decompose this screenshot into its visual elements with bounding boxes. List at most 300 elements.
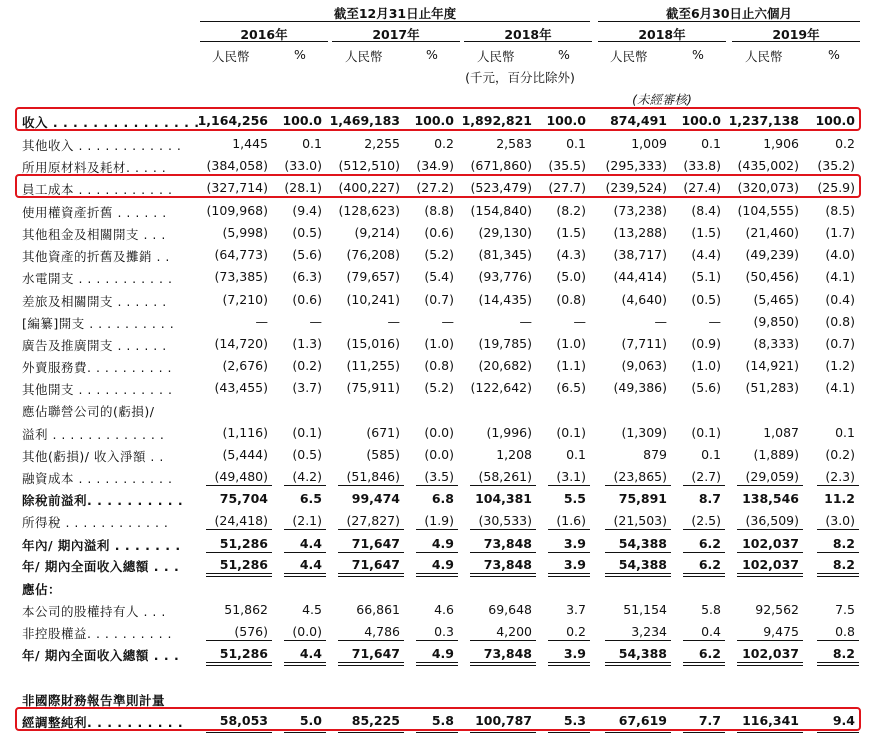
table-row bbox=[0, 644, 891, 664]
amount-cell: (8,333) bbox=[753, 336, 799, 351]
percent-cell: 6.2 bbox=[698, 557, 721, 572]
column-underline bbox=[284, 573, 326, 574]
column-underline bbox=[416, 662, 458, 663]
column-underline bbox=[605, 529, 671, 530]
amount-cell: (38,717) bbox=[613, 247, 667, 262]
amount-cell: (10,241) bbox=[346, 292, 400, 307]
amount-cell: 1,469,183 bbox=[329, 113, 400, 128]
amount-cell: (14,435) bbox=[478, 292, 532, 307]
column-underline bbox=[284, 529, 326, 530]
percent-cell: — bbox=[441, 314, 454, 329]
column-underline bbox=[338, 576, 404, 577]
column-underline bbox=[416, 529, 458, 530]
amount-cell: 51,862 bbox=[224, 602, 268, 617]
column-underline bbox=[817, 573, 859, 574]
percent-cell: (1.6) bbox=[556, 513, 586, 528]
row-label: 其他資產的折舊及攤銷 . . bbox=[22, 249, 170, 264]
percent-cell: 0.1 bbox=[701, 447, 721, 462]
column-underline bbox=[605, 665, 671, 666]
column-underline bbox=[338, 662, 404, 663]
percent-cell: (0.5) bbox=[292, 225, 322, 240]
percent-cell: 100.0 bbox=[681, 113, 721, 128]
amount-cell: (7,210) bbox=[222, 292, 268, 307]
column-underline bbox=[737, 552, 803, 553]
amount-cell: 2,583 bbox=[496, 136, 532, 151]
percent-cell: 4.4 bbox=[299, 646, 322, 661]
unit-note: (千元，百分比除外) bbox=[465, 70, 575, 85]
amount-cell: 73,848 bbox=[483, 646, 532, 661]
amount-cell: — bbox=[387, 314, 400, 329]
amount-cell: (109,968) bbox=[206, 203, 268, 218]
percent-cell: (4.4) bbox=[691, 247, 721, 262]
table-row bbox=[0, 445, 891, 465]
percent-cell: (5.6) bbox=[292, 247, 322, 262]
amount-cell: (2,676) bbox=[222, 358, 268, 373]
percent-cell: (4.2) bbox=[292, 469, 322, 484]
percent-cell: (0.2) bbox=[292, 358, 322, 373]
row-label: 除稅前溢利. . . . . . . . . . bbox=[22, 493, 184, 508]
percent-cell: 4.9 bbox=[431, 646, 454, 661]
amount-cell: 100,787 bbox=[475, 713, 532, 728]
amount-cell: (5,444) bbox=[222, 447, 268, 462]
percent-cell: 3.9 bbox=[563, 536, 586, 551]
amount-cell: (93,776) bbox=[478, 269, 532, 284]
pct-header: % bbox=[828, 47, 840, 62]
table-row bbox=[0, 555, 891, 575]
amount-cell: (14,921) bbox=[745, 358, 799, 373]
amount-cell: 1,892,821 bbox=[461, 113, 532, 128]
percent-cell: (27.4) bbox=[683, 180, 721, 195]
amount-cell: 99,474 bbox=[351, 491, 400, 506]
row-label: 年/ 期內全面收入總額 . . . bbox=[22, 559, 180, 574]
percent-cell: (1.2) bbox=[825, 358, 855, 373]
column-underline bbox=[206, 529, 272, 530]
amount-cell: 51,154 bbox=[623, 602, 667, 617]
column-underline bbox=[284, 640, 326, 641]
row-label: 差旅及相關開支 . . . . . . bbox=[22, 294, 167, 309]
amount-cell: (671,860) bbox=[470, 158, 532, 173]
percent-cell: 0.3 bbox=[434, 624, 454, 639]
percent-cell: (3.0) bbox=[825, 513, 855, 528]
column-underline bbox=[206, 576, 272, 577]
amount-cell: 1,237,138 bbox=[728, 113, 799, 128]
column-underline bbox=[470, 576, 536, 577]
percent-cell: (0.2) bbox=[825, 447, 855, 462]
percent-cell: 0.2 bbox=[434, 136, 454, 151]
amount-cell: 102,037 bbox=[742, 557, 799, 572]
amount-cell: 1,445 bbox=[232, 136, 268, 151]
percent-cell: 100.0 bbox=[282, 113, 322, 128]
percent-cell: 8.2 bbox=[832, 646, 855, 661]
table-row bbox=[0, 223, 891, 243]
pct-header: % bbox=[294, 47, 306, 62]
amount-cell: 75,704 bbox=[219, 491, 268, 506]
amount-cell: 66,861 bbox=[356, 602, 400, 617]
amount-cell: (384,058) bbox=[206, 158, 268, 173]
percent-cell: 0.1 bbox=[701, 136, 721, 151]
percent-cell: (34.9) bbox=[416, 158, 454, 173]
column-underline bbox=[683, 573, 725, 574]
amount-cell: 1,087 bbox=[763, 425, 799, 440]
table-row bbox=[0, 290, 891, 310]
amount-cell: (15,016) bbox=[346, 336, 400, 351]
amount-cell: (122,642) bbox=[470, 380, 532, 395]
amount-cell: (29,130) bbox=[478, 225, 532, 240]
amount-cell: (154,840) bbox=[470, 203, 532, 218]
table-row bbox=[0, 578, 891, 598]
percent-cell: 0.4 bbox=[701, 624, 721, 639]
percent-cell: 0.1 bbox=[835, 425, 855, 440]
year-2018-header: 2018年 bbox=[504, 27, 552, 42]
row-label: 其他收入 . . . . . . . . . . . . bbox=[22, 138, 182, 153]
table-row bbox=[0, 134, 891, 154]
column-underline bbox=[548, 576, 590, 577]
percent-cell: (3.7) bbox=[292, 380, 322, 395]
column-underline bbox=[470, 665, 536, 666]
amount-cell: (13,288) bbox=[613, 225, 667, 240]
row-label: 經調整純利. . . . . . . . . . bbox=[22, 715, 184, 730]
row-label: 外賣服務費. . . . . . . . . . bbox=[22, 360, 172, 375]
column-underline bbox=[338, 640, 404, 641]
column-underline bbox=[605, 576, 671, 577]
table-row bbox=[0, 622, 891, 642]
amount-cell: 1,208 bbox=[496, 447, 532, 462]
percent-cell: (1.5) bbox=[691, 225, 721, 240]
amount-cell: (11,255) bbox=[346, 358, 400, 373]
amount-cell: (49,386) bbox=[613, 380, 667, 395]
amount-cell: (44,414) bbox=[613, 269, 667, 284]
table-row bbox=[0, 467, 891, 487]
column-underline bbox=[206, 665, 272, 666]
column-underline bbox=[683, 552, 725, 553]
percent-cell: 4.9 bbox=[431, 536, 454, 551]
amount-cell: (671) bbox=[366, 425, 400, 440]
column-underline bbox=[206, 552, 272, 553]
column-underline bbox=[470, 640, 536, 641]
percent-cell: 6.5 bbox=[299, 491, 322, 506]
percent-cell: 4.4 bbox=[299, 557, 322, 572]
row-label: 其他開支 . . . . . . . . . . . bbox=[22, 382, 173, 397]
amount-cell: 874,491 bbox=[610, 113, 667, 128]
amount-cell: (50,456) bbox=[745, 269, 799, 284]
percent-cell: (35.2) bbox=[817, 158, 855, 173]
row-label: 其他租金及相關開支 . . . bbox=[22, 227, 166, 242]
percent-cell: (1.3) bbox=[292, 336, 322, 351]
amount-cell: (49,480) bbox=[214, 469, 268, 484]
percent-cell: (0.9) bbox=[691, 336, 721, 351]
percent-cell: 0.8 bbox=[835, 624, 855, 639]
percent-cell: 5.0 bbox=[299, 713, 322, 728]
amount-cell: (320,073) bbox=[737, 180, 799, 195]
row-label: 年/ 期內全面收入總額 . . . bbox=[22, 648, 180, 663]
table-row bbox=[0, 312, 891, 332]
amount-cell: — bbox=[255, 314, 268, 329]
percent-cell: (3.1) bbox=[556, 469, 586, 484]
percent-cell: 3.7 bbox=[566, 602, 586, 617]
column-underline bbox=[416, 576, 458, 577]
column-underline bbox=[284, 662, 326, 663]
column-underline bbox=[548, 573, 590, 574]
column-underline bbox=[470, 732, 536, 733]
percent-cell: (8.5) bbox=[825, 203, 855, 218]
table-row bbox=[0, 511, 891, 531]
amount-cell: (23,865) bbox=[613, 469, 667, 484]
row-label: 應佔聯營公司的(虧損)/ bbox=[22, 404, 155, 419]
column-underline bbox=[284, 732, 326, 733]
percent-cell: (28.1) bbox=[284, 180, 322, 195]
table-row bbox=[0, 201, 891, 221]
amount-cell: (81,345) bbox=[478, 247, 532, 262]
percent-cell: (2.3) bbox=[825, 469, 855, 484]
percent-cell: 5.3 bbox=[563, 713, 586, 728]
column-underline bbox=[548, 529, 590, 530]
amount-cell: (64,773) bbox=[214, 247, 268, 262]
amount-cell: (30,533) bbox=[478, 513, 532, 528]
percent-cell: 9.4 bbox=[832, 713, 855, 728]
amount-cell: (435,002) bbox=[737, 158, 799, 173]
column-underline bbox=[683, 665, 725, 666]
column-underline bbox=[817, 732, 859, 733]
amount-cell: 1,164,256 bbox=[197, 113, 268, 128]
amount-cell: — bbox=[654, 314, 667, 329]
percent-cell: (0.8) bbox=[825, 314, 855, 329]
amount-cell: (51,283) bbox=[745, 380, 799, 395]
amount-cell: 54,388 bbox=[618, 557, 667, 572]
column-underline bbox=[737, 665, 803, 666]
amount-cell: 71,647 bbox=[351, 646, 400, 661]
table-row bbox=[0, 400, 891, 420]
column-underline bbox=[817, 576, 859, 577]
percent-cell: 100.0 bbox=[546, 113, 586, 128]
amount-cell: (7,711) bbox=[621, 336, 667, 351]
percent-cell: (0.8) bbox=[424, 358, 454, 373]
column-underline bbox=[206, 732, 272, 733]
column-underline bbox=[338, 573, 404, 574]
amount-cell: (51,846) bbox=[346, 469, 400, 484]
percent-cell: 4.6 bbox=[434, 602, 454, 617]
percent-cell: (0.7) bbox=[424, 292, 454, 307]
percent-cell: (1.7) bbox=[825, 225, 855, 240]
amount-cell: (400,227) bbox=[338, 180, 400, 195]
rmb-header: 人民幣 bbox=[610, 49, 648, 64]
percent-cell: (33.0) bbox=[284, 158, 322, 173]
column-underline bbox=[605, 732, 671, 733]
percent-cell: 8.2 bbox=[832, 536, 855, 551]
row-label: [編纂]開支 . . . . . . . . . . bbox=[22, 316, 175, 331]
table-row bbox=[0, 356, 891, 376]
percent-cell: 0.2 bbox=[566, 624, 586, 639]
column-underline bbox=[284, 485, 326, 486]
percent-cell: 4.9 bbox=[431, 557, 454, 572]
percent-cell: (0.0) bbox=[424, 447, 454, 462]
percent-cell: (5.1) bbox=[691, 269, 721, 284]
half-year-group-header: 截至6月30日止六個月 bbox=[665, 6, 793, 21]
column-underline bbox=[605, 485, 671, 486]
column-underline bbox=[416, 665, 458, 666]
percent-cell: 0.1 bbox=[566, 447, 586, 462]
percent-cell: (8.8) bbox=[424, 203, 454, 218]
amount-cell: (9,214) bbox=[354, 225, 400, 240]
column-underline bbox=[548, 665, 590, 666]
amount-cell: 51,286 bbox=[219, 557, 268, 572]
column-underline bbox=[338, 665, 404, 666]
percent-cell: (4.0) bbox=[825, 247, 855, 262]
table-row bbox=[0, 689, 891, 709]
column-underline bbox=[206, 640, 272, 641]
amount-cell: (9,063) bbox=[621, 358, 667, 373]
column-underline bbox=[548, 485, 590, 486]
percent-cell: (27.7) bbox=[548, 180, 586, 195]
row-label: 其他(虧損)/ 收入淨額 . . bbox=[22, 449, 164, 464]
amount-cell: (20,682) bbox=[478, 358, 532, 373]
amount-cell: 3,234 bbox=[631, 624, 667, 639]
percent-cell: (27.2) bbox=[416, 180, 454, 195]
amount-cell: 85,225 bbox=[351, 713, 400, 728]
percent-cell: (8.2) bbox=[556, 203, 586, 218]
column-underline bbox=[737, 640, 803, 641]
amount-cell: 54,388 bbox=[618, 536, 667, 551]
column-underline bbox=[548, 732, 590, 733]
amount-cell: 51,286 bbox=[219, 646, 268, 661]
amount-cell: 102,037 bbox=[742, 646, 799, 661]
amount-cell: 1,906 bbox=[763, 136, 799, 151]
column-underline bbox=[338, 732, 404, 733]
amount-cell: 54,388 bbox=[618, 646, 667, 661]
column-underline bbox=[338, 485, 404, 486]
percent-cell: 6.2 bbox=[698, 536, 721, 551]
year-2016-header: 2016年 bbox=[240, 27, 288, 42]
percent-cell: 7.5 bbox=[835, 602, 855, 617]
percent-cell: — bbox=[708, 314, 721, 329]
amount-cell: 75,891 bbox=[618, 491, 667, 506]
row-label: 員工成本 . . . . . . . . . . . bbox=[22, 182, 173, 197]
year-end-group-header: 截至12月31日止年度 bbox=[333, 6, 457, 21]
amount-cell: (1,996) bbox=[486, 425, 532, 440]
column-underline bbox=[683, 576, 725, 577]
column-underline bbox=[338, 529, 404, 530]
column-underline bbox=[206, 662, 272, 663]
amount-cell: (14,720) bbox=[214, 336, 268, 351]
amount-cell: 9,475 bbox=[763, 624, 799, 639]
amount-cell: (512,510) bbox=[338, 158, 400, 173]
percent-cell: 5.8 bbox=[431, 713, 454, 728]
percent-cell: 11.2 bbox=[824, 491, 855, 506]
amount-cell: (1,116) bbox=[222, 425, 268, 440]
amount-cell: (73,238) bbox=[613, 203, 667, 218]
amount-cell: 73,848 bbox=[483, 536, 532, 551]
column-underline bbox=[605, 552, 671, 553]
column-underline bbox=[817, 485, 859, 486]
row-label: 所用原材料及耗材. . . . . bbox=[22, 160, 167, 175]
percent-cell: (0.0) bbox=[424, 425, 454, 440]
percent-cell: 0.1 bbox=[566, 136, 586, 151]
column-underline bbox=[605, 662, 671, 663]
percent-cell: 7.7 bbox=[698, 713, 721, 728]
column-underline bbox=[737, 529, 803, 530]
percent-cell: 3.9 bbox=[563, 557, 586, 572]
amount-cell: (295,333) bbox=[605, 158, 667, 173]
percent-cell: (0.1) bbox=[556, 425, 586, 440]
column-underline bbox=[737, 573, 803, 574]
amount-cell: 71,647 bbox=[351, 536, 400, 551]
percent-cell: (5.2) bbox=[424, 247, 454, 262]
amount-cell: (5,465) bbox=[753, 292, 799, 307]
amount-cell: (104,555) bbox=[737, 203, 799, 218]
rmb-header: 人民幣 bbox=[745, 49, 783, 64]
amount-cell: (29,059) bbox=[745, 469, 799, 484]
column-underline bbox=[737, 576, 803, 577]
percent-cell: (5.2) bbox=[424, 380, 454, 395]
percent-cell: (35.5) bbox=[548, 158, 586, 173]
percent-cell: 5.8 bbox=[701, 602, 721, 617]
year-2017-header: 2017年 bbox=[372, 27, 420, 42]
column-underline bbox=[817, 665, 859, 666]
percent-cell: (0.1) bbox=[292, 425, 322, 440]
amount-cell: (27,827) bbox=[346, 513, 400, 528]
amount-cell: (49,239) bbox=[745, 247, 799, 262]
percent-cell: (1.1) bbox=[556, 358, 586, 373]
rmb-header: 人民幣 bbox=[345, 49, 383, 64]
table-row bbox=[0, 534, 891, 554]
percent-cell: (2.5) bbox=[691, 513, 721, 528]
table-row bbox=[0, 378, 891, 398]
column-underline bbox=[817, 640, 859, 641]
percent-cell: 5.5 bbox=[563, 491, 586, 506]
table-row bbox=[0, 334, 891, 354]
percent-cell: (2.1) bbox=[292, 513, 322, 528]
percent-cell: 8.7 bbox=[698, 491, 721, 506]
column-underline bbox=[605, 640, 671, 641]
amount-cell: — bbox=[519, 314, 532, 329]
column-underline bbox=[284, 665, 326, 666]
percent-cell: 6.2 bbox=[698, 646, 721, 661]
column-underline bbox=[470, 552, 536, 553]
amount-cell: (76,208) bbox=[346, 247, 400, 262]
column-underline bbox=[737, 662, 803, 663]
row-label: 所得稅 . . . . . . . . . . . . bbox=[22, 515, 169, 530]
amount-cell: (239,524) bbox=[605, 180, 667, 195]
amount-cell: (523,479) bbox=[470, 180, 532, 195]
percent-cell: (1.9) bbox=[424, 513, 454, 528]
percent-cell: (9.4) bbox=[292, 203, 322, 218]
amount-cell: (79,657) bbox=[346, 269, 400, 284]
column-underline bbox=[548, 552, 590, 553]
table-row bbox=[0, 600, 891, 620]
percent-cell: 6.8 bbox=[431, 491, 454, 506]
amount-cell: (327,714) bbox=[206, 180, 268, 195]
highlight-box bbox=[15, 174, 861, 198]
amount-cell: 2,255 bbox=[364, 136, 400, 151]
column-underline bbox=[284, 576, 326, 577]
percent-cell: (4.1) bbox=[825, 380, 855, 395]
amount-cell: (24,418) bbox=[214, 513, 268, 528]
amount-cell: (1,889) bbox=[753, 447, 799, 462]
column-underline bbox=[683, 640, 725, 641]
percent-cell: (0.7) bbox=[825, 336, 855, 351]
percent-cell: (5.0) bbox=[556, 269, 586, 284]
column-underline bbox=[817, 552, 859, 553]
percent-cell: — bbox=[573, 314, 586, 329]
amount-cell: (75,911) bbox=[346, 380, 400, 395]
percent-cell: (6.5) bbox=[556, 380, 586, 395]
amount-cell: 138,546 bbox=[742, 491, 799, 506]
percent-cell: 0.2 bbox=[835, 136, 855, 151]
percent-cell: (0.5) bbox=[691, 292, 721, 307]
row-label: 非控股權益. . . . . . . . . . bbox=[22, 626, 172, 641]
percent-cell: (0.1) bbox=[691, 425, 721, 440]
column-underline bbox=[416, 485, 458, 486]
column-underline bbox=[470, 485, 536, 486]
